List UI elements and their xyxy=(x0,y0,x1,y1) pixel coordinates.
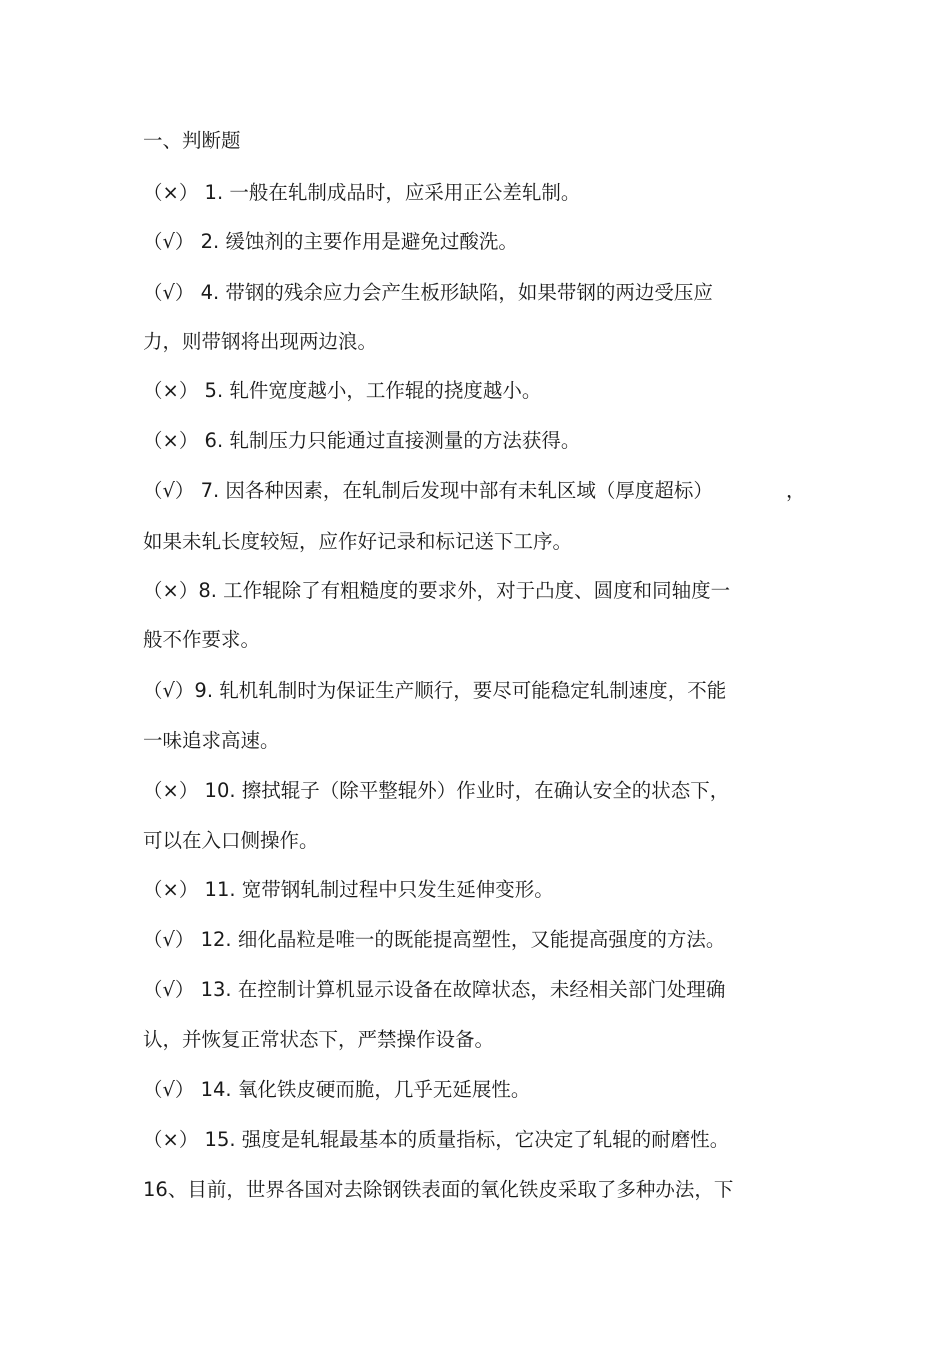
question-6: （×） 6. 轧制压力只能通过直接测量的方法获得。 xyxy=(143,429,581,452)
question-9-line-1: （√）9. 轧机轧制时为保证生产顺行，要尽可能稳定轧制速度，不能 xyxy=(143,679,727,702)
question-8-line-2: 般不作要求。 xyxy=(143,628,261,651)
question-4-line-1: （√） 4. 带钢的残余应力会产生板形缺陷，如果带钢的两边受压应 xyxy=(143,281,713,304)
question-15: （×） 15. 强度是轧辊最基本的质量指标，它决定了轧辊的耐磨性。 xyxy=(143,1128,730,1151)
question-7-line-2: 如果未轧长度较短，应作好记录和标记送下工序。 xyxy=(143,530,573,553)
question-13-line-2: 认，并恢复正常状态下，严禁操作设备。 xyxy=(143,1028,495,1051)
question-10-line-2: 可以在入口侧操作。 xyxy=(143,829,319,852)
question-16-line-1: 16、目前，世界各国对去除钢铁表面的氧化铁皮采取了多种办法，下 xyxy=(143,1178,734,1201)
question-13-line-1: （√） 13. 在控制计算机显示设备在故障状态，未经相关部门处理确 xyxy=(143,978,726,1001)
question-2: （√） 2. 缓蚀剂的主要作用是避免过酸洗。 xyxy=(143,230,518,253)
question-11: （×） 11. 宽带钢轧制过程中只发生延伸变形。 xyxy=(143,878,554,901)
question-10-line-1: （×） 10. 擦拭辊子（除平整辊外）作业时，在确认安全的状态下， xyxy=(143,779,730,802)
question-4-line-2: 力，则带钢将出现两边浪。 xyxy=(143,330,378,353)
question-12: （√） 12. 细化晶粒是唯一的既能提高塑性，又能提高强度的方法。 xyxy=(143,928,726,951)
question-1: （×） 1. 一般在轧制成品时，应采用正公差轧制。 xyxy=(143,181,581,204)
question-14: （√） 14. 氧化铁皮硬而脆，几乎无延展性。 xyxy=(143,1078,531,1101)
question-5: （×） 5. 轧件宽度越小，工作辊的挠度越小。 xyxy=(143,379,542,402)
question-7-line-1: （√） 7. 因各种因素，在轧制后发现中部有未轧区域（厚度超标） xyxy=(143,479,713,502)
question-9-line-2: 一味追求高速。 xyxy=(143,729,280,752)
section-heading: 一、判断题 xyxy=(143,129,241,152)
question-7-trailing-comma: ， xyxy=(786,479,806,502)
question-8-line-1: （×）8. 工作辊除了有粗糙度的要求外，对于凸度、圆度和同轴度一 xyxy=(143,579,731,602)
